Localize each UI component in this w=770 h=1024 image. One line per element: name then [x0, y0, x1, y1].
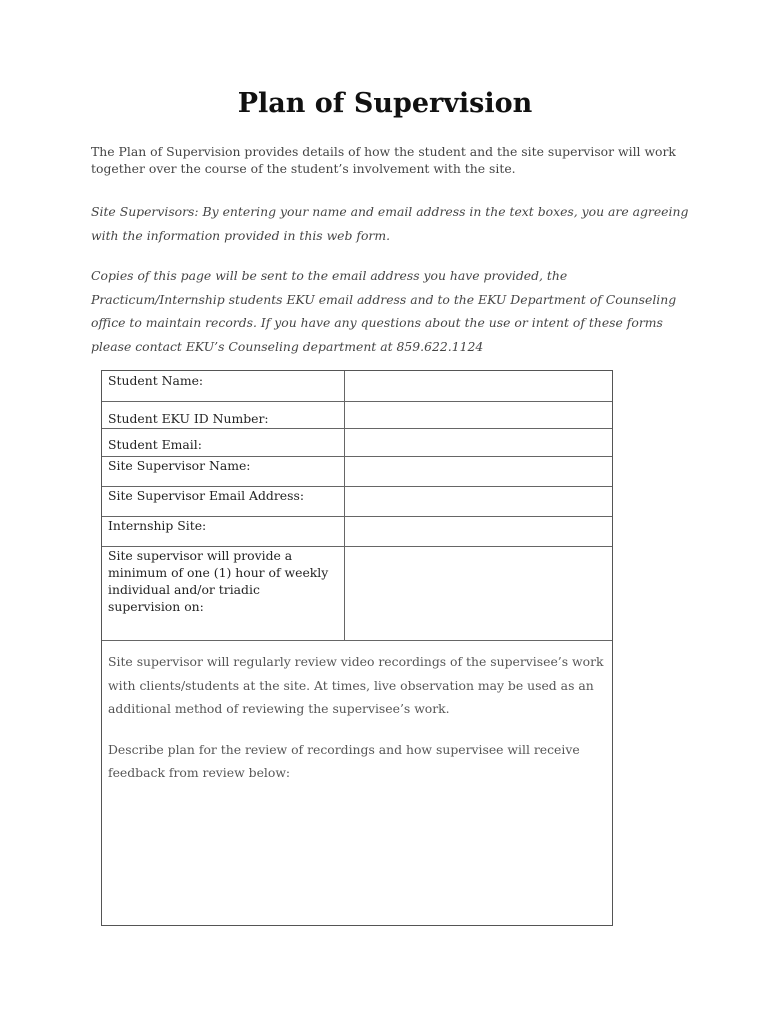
internship-site-input[interactable]: [344, 517, 612, 546]
student-id-input[interactable]: [344, 402, 612, 428]
student-name-label: Student Name:: [108, 373, 204, 388]
supervisor-email-row: [102, 487, 612, 517]
recording-review-paragraph: Site supervisor will regularly review video recordings of the supervisee’s work with clients/students at the site. At times, live observation may be used as an additional method of reviewing the supervisee’s work.: [108, 654, 604, 716]
records-copy-note: Copies of this page will be sent to the email address you have provided, the Practicum/Internship students EKU email address and to the EKU Department of Counseling office to maintain records. If you have any questions about the use or intent of these forms please contact EKU’s Counseling department at 859.622.1124: [91, 268, 677, 354]
student-name-input[interactable]: [344, 371, 612, 401]
recording-review-prompt: Describe plan for the review of recordings and how supervisee will receive feedback from review below:: [108, 741, 580, 780]
page-title: Plan of Supervision: [237, 88, 533, 119]
student-id-row: [102, 402, 612, 429]
supervisor-name-label: Site Supervisor Name:: [108, 458, 251, 473]
recording-review-input[interactable]: [102, 811, 612, 925]
supervisor-email-label: Site Supervisor Email Address:: [108, 488, 305, 503]
supervisor-email-input[interactable]: [344, 487, 612, 516]
weekly-supervision-input[interactable]: [344, 547, 612, 640]
student-id-label: Student EKU ID Number:: [108, 411, 269, 426]
supervisor-agreement-note: Site Supervisors: By entering your name and email address in the text boxes, you are agreeing with the information provided in this web form.: [91, 204, 689, 243]
student-email-row: [102, 429, 612, 457]
weekly-supervision-row: [102, 547, 612, 641]
student-email-input[interactable]: [344, 429, 612, 456]
weekly-supervision-label: Site supervisor will provide a minimum of one (1) hour of weekly individual and/or triadic supervision on:: [108, 548, 329, 614]
supervisor-name-input[interactable]: [344, 457, 612, 486]
student-email-label: Student Email:: [108, 437, 202, 452]
internship-site-row: [102, 517, 612, 547]
intro-paragraph: The Plan of Supervision provides details of how the student and the site supervisor will work together over the course of the student’s involvement with the site.: [91, 144, 676, 176]
student-name-row: [102, 371, 612, 402]
supervision-form-table: [101, 370, 613, 926]
supervisor-name-row: [102, 457, 612, 487]
internship-site-label: Internship Site:: [108, 518, 207, 533]
